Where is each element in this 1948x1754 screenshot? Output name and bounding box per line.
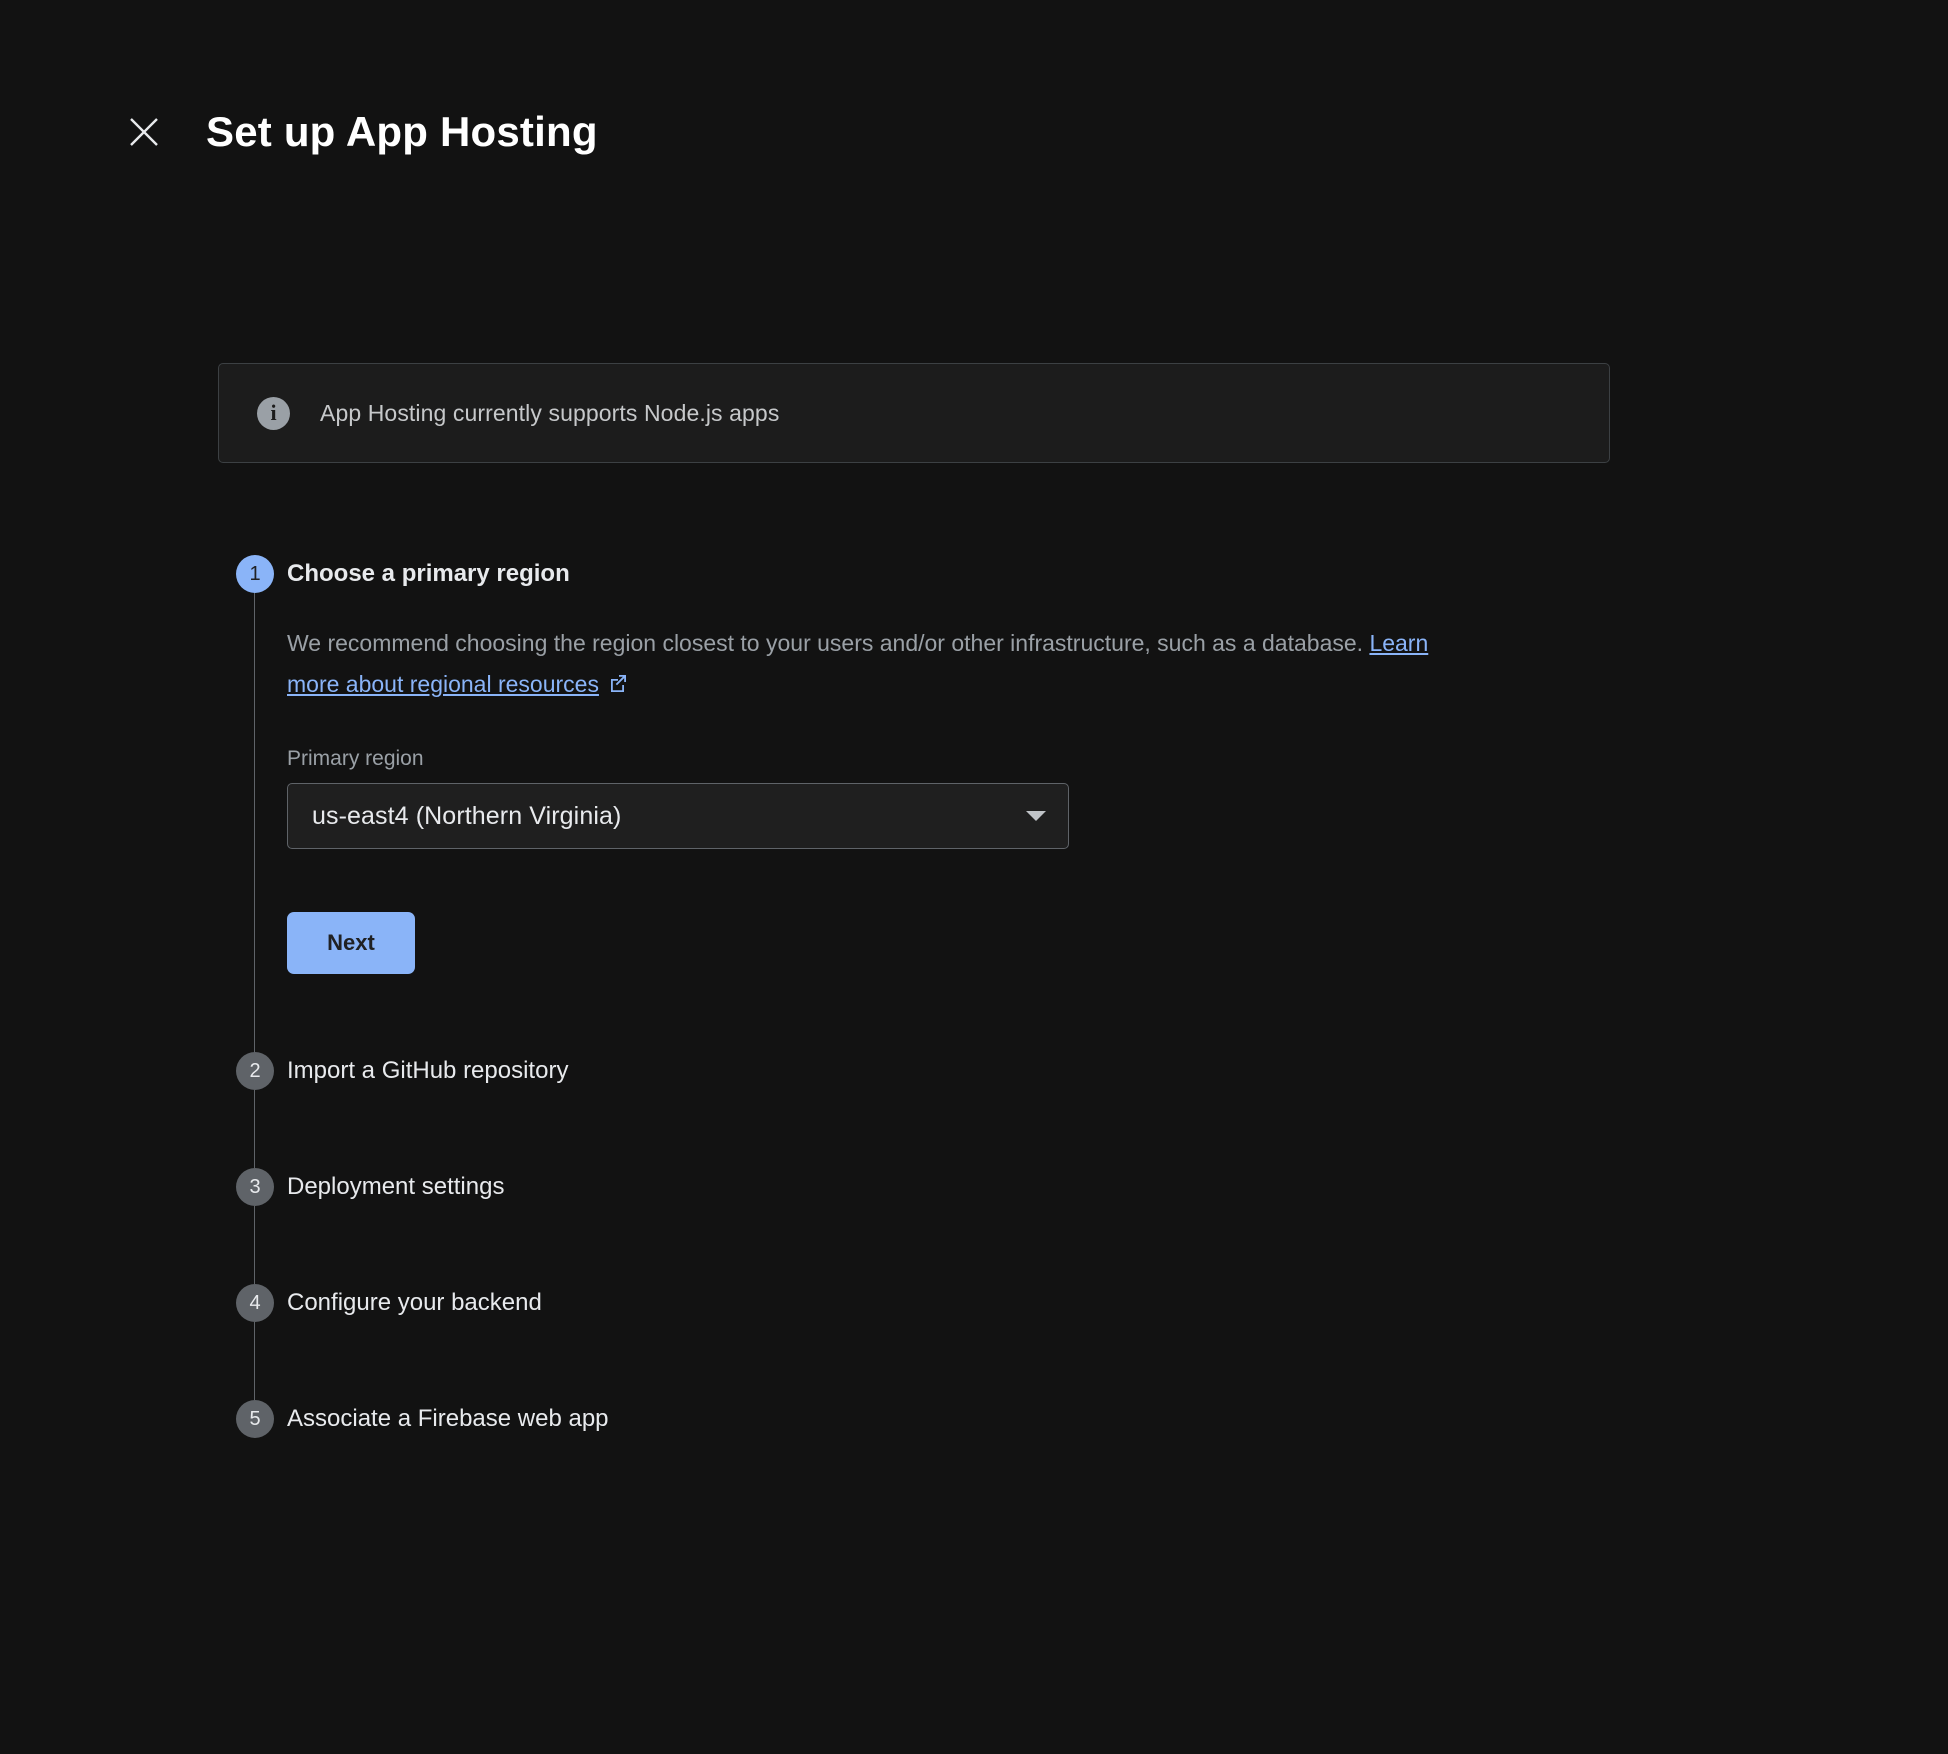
- step-connector: [254, 1322, 255, 1400]
- step-4-label: Configure your backend: [287, 1289, 542, 1316]
- step-connector: [254, 593, 255, 1055]
- step-1-number: 1: [236, 555, 274, 593]
- info-icon: i: [257, 397, 290, 430]
- learn-more-link[interactable]: Learn more about regional resources: [287, 630, 1429, 697]
- step-1-label: Choose a primary region: [287, 560, 570, 587]
- step-1-description-text: We recommend choosing the region closest to your users and/or other infrastructure, such as a database.: [287, 630, 1370, 656]
- setup-stepper: [218, 555, 1718, 1438]
- step-3-label: Deployment settings: [287, 1173, 505, 1200]
- info-banner-text: App Hosting currently supports Node.js apps: [320, 399, 780, 426]
- primary-region-value: us-east4 (Northern Virginia): [312, 801, 622, 830]
- step-connector: [254, 1206, 255, 1284]
- step-5-label: Associate a Firebase web app: [287, 1405, 609, 1432]
- primary-region-label: Primary region: [287, 747, 424, 770]
- page-title: Set up App Hosting: [206, 108, 598, 155]
- step-3[interactable]: [218, 1168, 1718, 1206]
- step-5[interactable]: [218, 1400, 1718, 1438]
- dialog-header: [0, 100, 598, 164]
- external-link-icon[interactable]: [607, 666, 628, 707]
- step-4-number: 4: [236, 1284, 274, 1322]
- chevron-down-icon[interactable]: [1026, 811, 1046, 821]
- info-banner: [218, 363, 1610, 463]
- step-2-label: Import a GitHub repository: [287, 1057, 569, 1084]
- step-2-number: 2: [236, 1052, 274, 1090]
- next-button[interactable]: Next: [287, 912, 415, 974]
- step-1[interactable]: [218, 555, 1718, 593]
- primary-region-select[interactable]: [287, 783, 1069, 849]
- close-icon[interactable]: [112, 100, 176, 164]
- step-4[interactable]: [218, 1284, 1718, 1322]
- step-3-number: 3: [236, 1168, 274, 1206]
- step-connector: [254, 1090, 255, 1168]
- step-2[interactable]: [218, 1052, 1718, 1090]
- layout-spacer: [287, 974, 1718, 1052]
- step-5-number: 5: [236, 1400, 274, 1438]
- step-1-content: [218, 593, 1718, 1052]
- step-1-description: [287, 623, 1487, 707]
